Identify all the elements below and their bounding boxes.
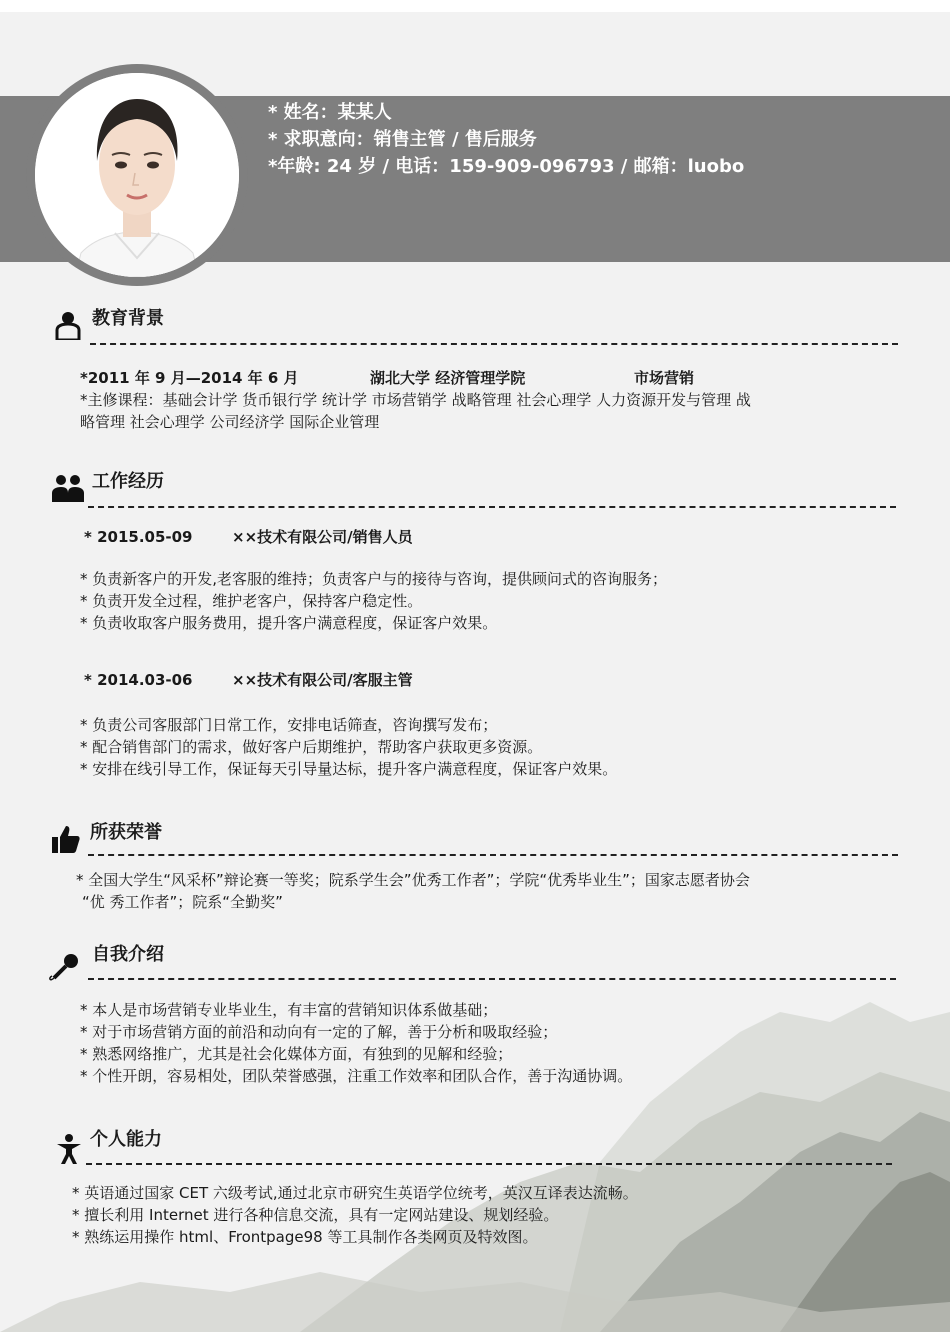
education-courses-line2: 略管理 社会心理学 公司经济学 国际企业管理: [80, 413, 380, 431]
education-school: 湖北大学 经济管理学院: [370, 369, 526, 387]
skills-line: * 英语通过国家 CET 六级考试,通过北京市研究生英语学位统考，英汉互译表达流畅。: [72, 1184, 638, 1202]
job-intent-line: * 求职意向：销售主管 / 售后服务: [268, 129, 537, 150]
intro-line: * 本人是市场营销专业毕业生，有丰富的营销知识体系做基础；: [80, 1001, 498, 1019]
job-2-duty: * 配合销售部门的需求，做好客户后期维护，帮助客户获取更多资源。: [80, 738, 543, 756]
education-courses-line1: *主修课程：基础会计学 货币银行学 统计学 市场营销学 战略管理 社会心理学 人力资源开发与管理 战: [80, 391, 751, 409]
skills-title: 个人能力: [90, 1129, 162, 1150]
job-2-date: * 2014.03-06: [84, 671, 193, 689]
intro-line: * 对于市场营销方面的前沿和动向有一定的了解，善于分析和吸取经验；: [80, 1023, 558, 1041]
work-divider: [88, 506, 896, 508]
skills-divider: [86, 1163, 892, 1165]
profile-photo: [26, 64, 248, 286]
person-icon: [54, 310, 82, 340]
name-line: * 姓名：某某人: [268, 102, 392, 123]
avatar-icon: [35, 73, 239, 277]
education-period: *2011 年 9 月—2014 年 6 月: [80, 369, 299, 387]
job-1-duty: * 负责收取客户服务费用，提升客户满意程度，保证客户效果。: [80, 614, 498, 632]
job-2-duty: * 负责公司客服部门日常工作，安排电话筛查，咨询撰写发布；: [80, 716, 498, 734]
skills-line: * 熟练运用操作 html、Frontpage98 等工具制作各类网页及特效图。: [72, 1228, 538, 1246]
job-1-company: ××技术有限公司/销售人员: [232, 528, 413, 546]
intro-line: * 熟悉网络推广，尤其是社会化媒体方面，有独到的见解和经验；: [80, 1045, 513, 1063]
job-1-duty: * 负责开发全过程，维护老客户，保持客户稳定性。: [80, 592, 423, 610]
intro-divider: [88, 978, 896, 980]
intro-title: 自我介绍: [92, 944, 164, 965]
education-title: 教育背景: [92, 308, 164, 329]
job-2-company: ××技术有限公司/客服主管: [232, 671, 413, 689]
group-icon: [52, 472, 84, 502]
job-1-duty: * 负责新客户的开发,老客服的维持；负责客户与的接待与咨询，提供顾问式的咨询服务；: [80, 570, 668, 588]
education-divider: [90, 343, 898, 345]
resume-page: [0, 12, 950, 1332]
honors-title: 所获荣誉: [90, 822, 162, 843]
work-title: 工作经历: [92, 471, 164, 492]
skills-line: * 擅长利用 Internet 进行各种信息交流，具有一定网站建设、规划经验。: [72, 1206, 559, 1224]
contact-line: *年龄: 24 岁 / 电话：159-909-096793 / 邮箱：luobo: [268, 156, 745, 177]
education-major: 市场营销: [634, 369, 695, 387]
intro-line: * 个性开朗，容易相处，团队荣誉感强，注重工作效率和团队合作，善于沟通协调。: [80, 1067, 633, 1085]
microphone-icon: [48, 952, 80, 982]
job-2-duty: * 安排在线引导工作，保证每天引导量达标，提升客户满意程度，保证客户效果。: [80, 760, 618, 778]
figure-icon: [56, 1134, 82, 1164]
thumbs-up-icon: [52, 824, 80, 854]
honors-line2: “优 秀工作者”；院系“全勤奖”: [82, 893, 283, 911]
honors-divider: [88, 854, 898, 856]
job-1-date: * 2015.05-09: [84, 528, 193, 546]
honors-line1: * 全国大学生“风采杯”辩论赛一等奖；院系学生会”优秀工作者”；学院“优秀毕业生”；国家志愿者协会: [76, 871, 750, 889]
